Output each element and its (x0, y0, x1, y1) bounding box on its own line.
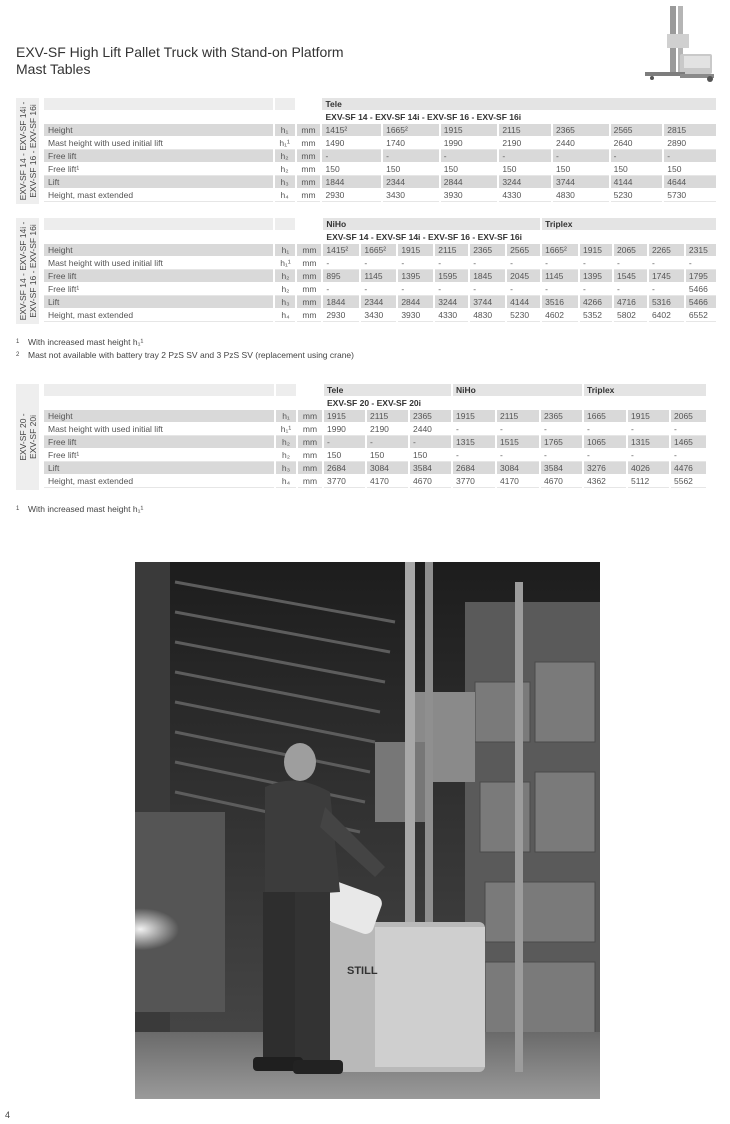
table3-side-label-line1: EXV-SF 20 - (17, 413, 28, 461)
table-row: Lift h₃ mm 1844 2344 2844 3244 3744 4144 3516 4266 4716 5316 5466 (44, 296, 716, 309)
table-row: Free lift h₂ mm - - - - - - - (44, 150, 716, 163)
table-row: Lift h₃ mm 2684 3084 3584 2684 3084 3584 3276 4026 4476 (44, 462, 706, 475)
table3-side-label (16, 384, 40, 490)
table-row: Height, mast extended h₄ mm 2930 3430 3930 4330 4830 5230 4602 5352 5802 6402 6552 (44, 309, 716, 322)
table-row: Free lift¹ h₂ mm 150 150 150 - - - - - - (44, 449, 706, 462)
table-row: Free lift¹ h₂ mm - - - - - - - - - - 5466 (44, 283, 716, 296)
table1-models: EXV-SF 14 - EXV-SF 14i - EXV-SF 16 - EXV-SF 16i (322, 111, 716, 124)
table-row: Lift h₃ mm 1844 2344 2844 3244 3744 4144 4644 (44, 176, 716, 189)
table-row: Height, mast extended h₄ mm 2930 3430 3930 4330 4830 5230 5730 (44, 189, 716, 202)
table1-side-label (16, 98, 40, 204)
table3-group-niho: NiHo (453, 384, 582, 397)
table2-group-niho: NiHo (323, 218, 540, 231)
truck-brand-label: STILL (347, 965, 378, 977)
warehouse-photo (135, 562, 600, 1099)
table2-models: EXV-SF 14 - EXV-SF 14i - EXV-SF 16 - EXV-SF 16i (323, 231, 716, 244)
table-row: Height, mast extended h₄ mm 3770 4170 4670 3770 4170 4670 4362 5112 5562 (44, 475, 706, 488)
table2-side-label (16, 218, 40, 324)
table-row: Free lift h₂ mm - - - 1315 1515 1765 1065 1315 1465 (44, 436, 706, 449)
table3-models: EXV-SF 20 - EXV-SF 20i (324, 397, 706, 410)
table1-grid (42, 98, 718, 202)
footnote: 1 With increased mast height h₁¹ (16, 337, 144, 347)
table3-group-tele: Tele (324, 384, 451, 397)
table-row: Mast height with used initial lift h₁¹ mm 1490 1740 1990 2190 2440 2640 2890 (44, 137, 716, 150)
mast-table-3 (16, 384, 718, 490)
page-number: 4 (5, 1110, 11, 1120)
table2-grid (42, 218, 718, 322)
table-row: Height h₁ mm 1915 2115 2365 1915 2115 2365 1665 1915 2065 (44, 410, 706, 423)
table-row: Free lift¹ h₂ mm 150 150 150 150 150 150 150 (44, 163, 716, 176)
table3-side-label-line2: EXV-SF 20i (27, 415, 38, 459)
footnotes-2 (16, 503, 143, 516)
table3-group-triplex: Triplex (584, 384, 706, 397)
table-row: Height h₁ mm 1415² 1665² 1915 2115 2365 2565 2815 (44, 124, 716, 137)
table1-side-label-line2: EXV-SF 16 - EXV-SF 16i (27, 104, 38, 198)
table1-side-label-line1: EXV-SF 14 - EXV-SF 14i - (17, 101, 28, 201)
mast-table-1 (16, 98, 718, 204)
table2-side-label-line1: EXV-SF 14 - EXV-SF 14i - (17, 221, 28, 321)
table2-side-label-line2: EXV-SF 16 - EXV-SF 16i (27, 224, 38, 318)
table-row: Free lift h₂ mm 895 1145 1395 1595 1845 2045 1145 1395 1545 1745 1795 (44, 270, 716, 283)
title-line-2: Mast Tables (16, 61, 91, 77)
table1-group-tele: Tele (322, 98, 716, 111)
footnote: 2 Mast not available with battery tray 2 PzS SV and 3 PzS SV (replacement using crane) (16, 350, 354, 360)
table3-grid (42, 384, 708, 488)
table-row: Height h₁ mm 1415² 1665² 1915 2115 2365 2565 1665² 1915 2065 2265 2315 (44, 244, 716, 257)
truck-thumbnail-image (640, 4, 720, 84)
footnote: 1 With increased mast height h₁¹ (16, 504, 144, 514)
table-row: Mast height with used initial lift h₁¹ mm 1990 2190 2440 - - - - - - (44, 423, 706, 436)
footnotes-1 (16, 336, 354, 362)
table-row: Mast height with used initial lift h₁¹ mm - - - - - - - - - - - (44, 257, 716, 270)
table2-group-triplex: Triplex (542, 218, 716, 231)
page-title (16, 44, 344, 78)
title-line-1: EXV-SF High Lift Pallet Truck with Stand-on Platform (16, 44, 344, 60)
mast-table-2 (16, 218, 718, 324)
